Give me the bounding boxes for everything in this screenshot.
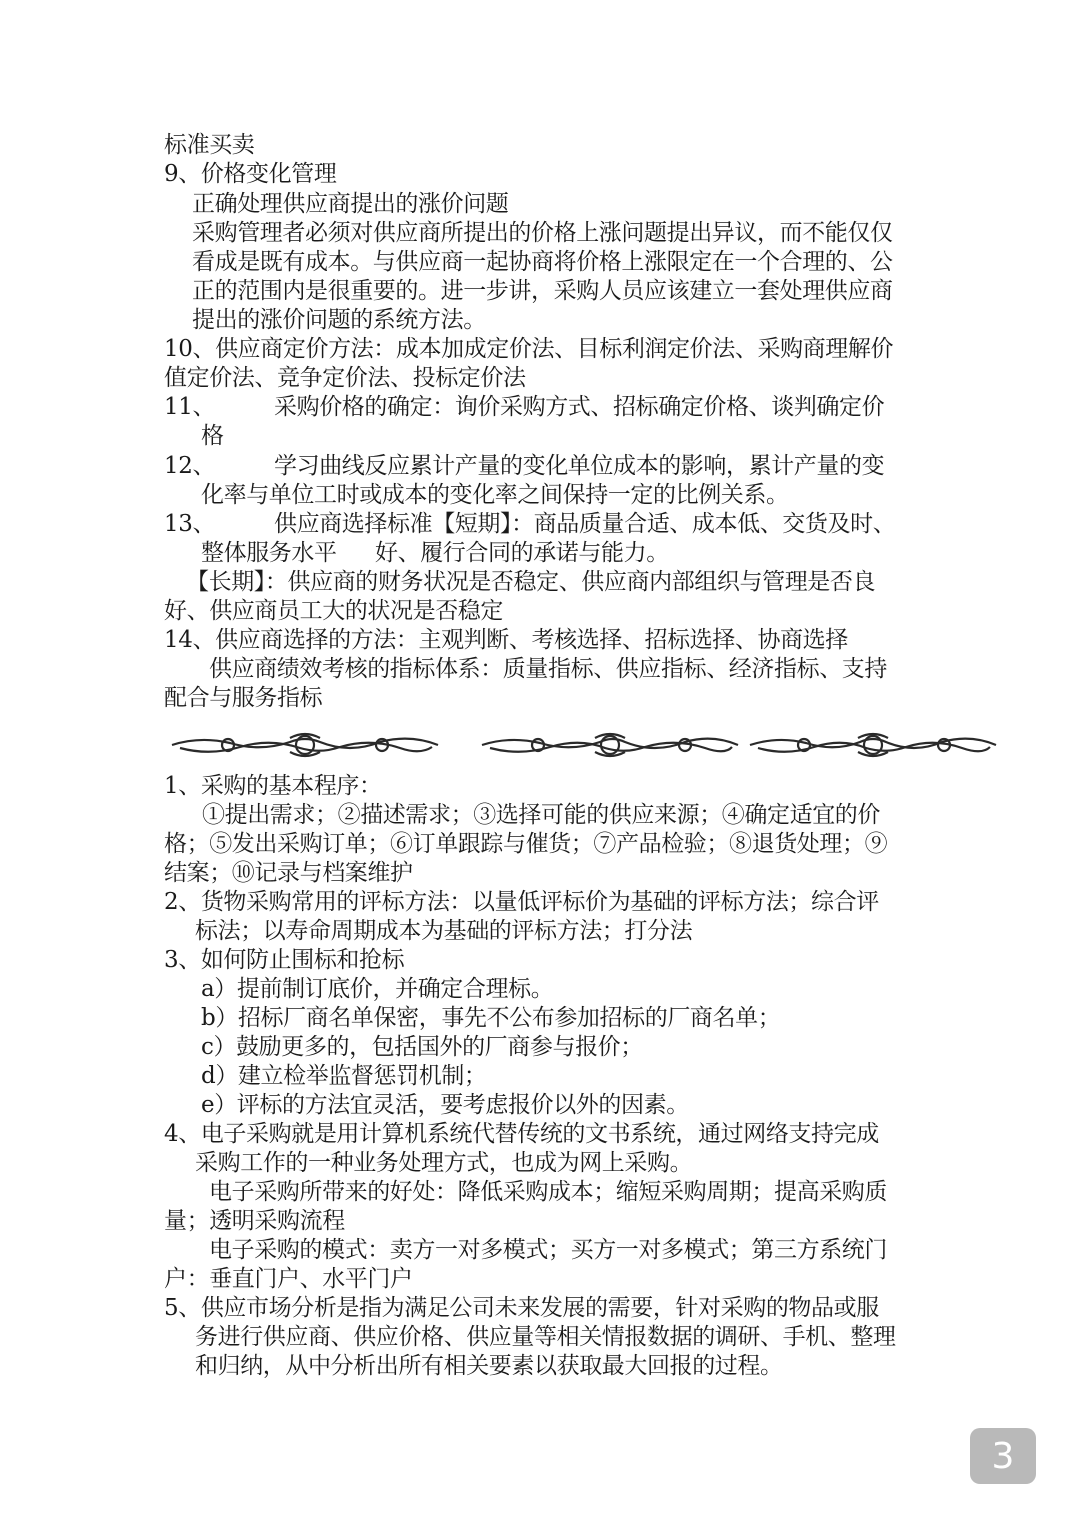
text-line: 值定价法、竞争定价法、投标定价法 (164, 365, 526, 391)
text-line: 采购管理者必须对供应商所提出的价格上涨问题提出异议，而不能仅仅 (192, 220, 893, 246)
text-line: 配合与服务指标 (164, 685, 323, 711)
text-line: 电子采购的模式：卖方一对多模式；买方一对多模式；第三方系统门 (209, 1237, 888, 1263)
text-line: 采购价格的确定：询价采购方式、招标确定价格、谈判确定价 (274, 394, 885, 420)
item-number: 13、 (164, 511, 216, 537)
text-line: 格 (201, 423, 224, 449)
text-line: 格；⑤发出采购订单；⑥订单跟踪与催货；⑦产品检验；⑧退货处理；⑨ (164, 831, 888, 857)
list-item: c）鼓励更多的，包括国外的厂商参与报价； (201, 1034, 643, 1060)
page-number-badge: 3 (970, 1428, 1036, 1484)
text-line: 标准买卖 (164, 132, 255, 158)
text-line: 化率与单位工时或成本的变化率之间保持一定的比例关系。 (201, 482, 789, 508)
ornamental-divider (170, 728, 1000, 762)
text-line: 和归纳，从中分析出所有相关要素以获取最大回报的过程。 (195, 1353, 783, 1379)
item-heading: 2、货物采购常用的评标方法：以量低评标价为基础的评标方法；综合评 (164, 889, 879, 915)
flourish-ornament-icon (170, 728, 440, 762)
text-line: 看成是既有成本。与供应商一起协商将价格上涨限定在一个合理的、公 (192, 249, 893, 275)
item-heading: 1、采购的基本程序： (164, 773, 382, 799)
flourish-ornament-icon (480, 728, 740, 762)
flourish-ornament-icon (748, 728, 998, 762)
text-line: ①提出需求；②描述需求；③选择可能的供应来源；④确定适宜的价 (202, 802, 881, 828)
list-item: a）提前制订底价，并确定合理标。 (201, 976, 554, 1002)
list-item: d）建立检举监督惩罚机制； (201, 1063, 487, 1089)
text-line: 正的范围内是很重要的。进一步讲，采购人员应该建立一套处理供应商 (192, 278, 893, 304)
item-heading: 14、供应商选择的方法：主观判断、考核选择、招标选择、协商选择 (164, 627, 848, 653)
text-line: 整体服务水平 (201, 540, 337, 566)
text-line: 结案；⑩记录与档案维护 (164, 860, 413, 886)
text-line: 正确处理供应商提出的涨价问题 (192, 191, 509, 217)
text-line: 电子采购所带来的好处：降低采购成本；缩短采购周期；提高采购质 (209, 1179, 888, 1205)
text-line: 学习曲线反应累计产量的变化单位成本的影响，累计产量的变 (274, 453, 885, 479)
text-line: 好、履行合同的承诺与能力。 (375, 540, 669, 566)
list-item: e）评标的方法宜灵活，要考虑报价以外的因素。 (201, 1092, 689, 1118)
item-heading: 10、供应商定价方法：成本加成定价法、目标利润定价法、采购商理解价 (164, 336, 894, 362)
item-heading: 3、如何防止围标和抢标 (164, 947, 405, 973)
item-heading: 4、电子采购就是用计算机系统代替传统的文书系统，通过网络支持完成 (164, 1121, 879, 1147)
text-line: 量；透明采购流程 (164, 1208, 345, 1234)
text-line: 提出的涨价问题的系统方法。 (192, 307, 486, 333)
list-item: b）招标厂商名单保密，事先不公布参加招标的厂商名单； (201, 1005, 781, 1031)
item-number: 11、 (164, 394, 216, 420)
text-line: 供应商选择标准【短期】：商品质量合适、成本低、交货及时、 (274, 511, 896, 537)
item-heading: 5、供应市场分析是指为满足公司未来发展的需要，针对采购的物品或服 (164, 1295, 879, 1321)
text-line: 供应商绩效考核的指标体系：质量指标、供应指标、经济指标、支持 (209, 656, 888, 682)
text-line: 标法；以寿命周期成本为基础的评标方法；打分法 (195, 918, 693, 944)
text-line: 户：垂直门户、水平门户 (164, 1266, 413, 1292)
item-heading: 9、价格变化管理 (164, 161, 337, 187)
text-line: 务进行供应商、供应价格、供应量等相关情报数据的调研、手机、整理 (195, 1324, 896, 1350)
text-line: 好、供应商员工大的状况是否稳定 (164, 598, 504, 624)
item-number: 12、 (164, 453, 216, 479)
text-line: 【长期】：供应商的财务状况是否稳定、供应商内部组织与管理是否良 (186, 569, 876, 595)
text-line: 采购工作的一种业务处理方式，也成为网上采购。 (195, 1150, 693, 1176)
